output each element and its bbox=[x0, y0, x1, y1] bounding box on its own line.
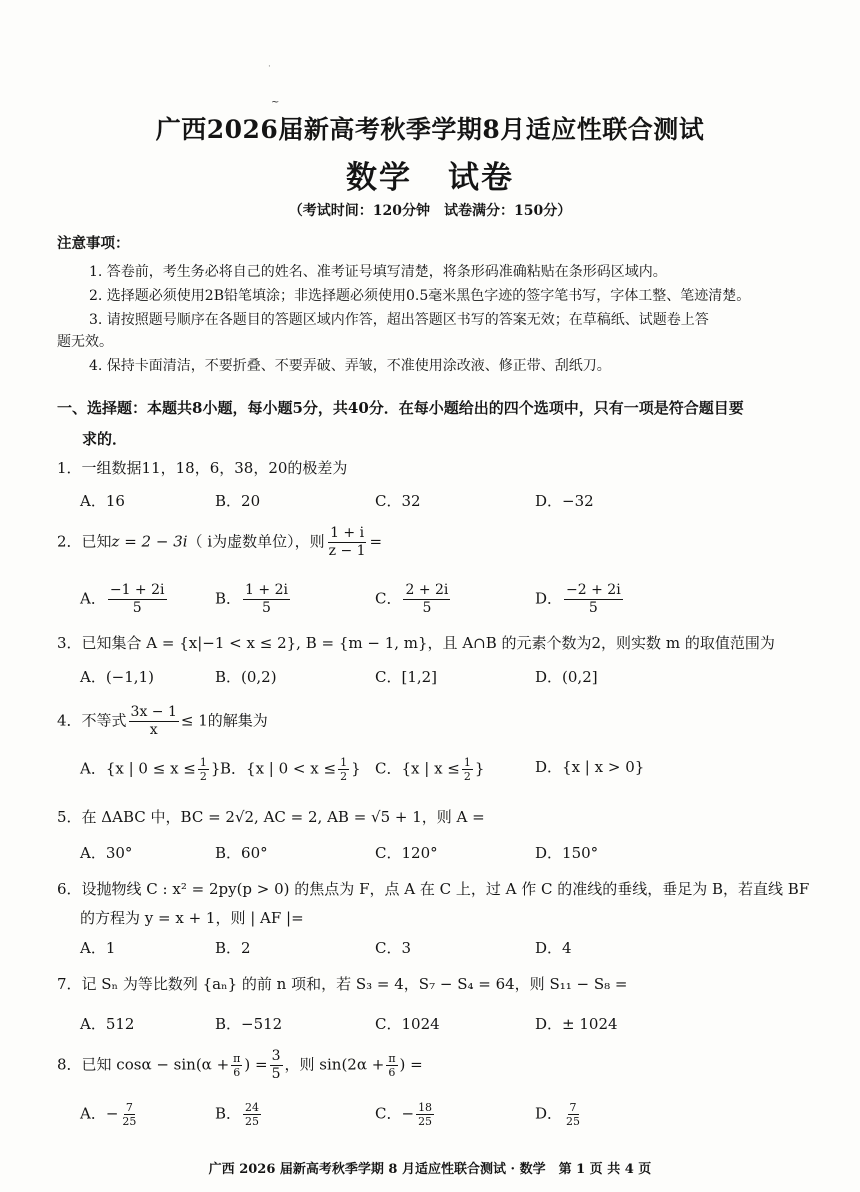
stem-text: 2．已知 bbox=[57, 532, 112, 551]
numerator: 2 + 2i bbox=[405, 582, 449, 598]
stem-text: = bbox=[369, 532, 383, 551]
option-d: D．(0,2] bbox=[535, 668, 598, 686]
fraction bbox=[416, 1101, 434, 1128]
option-label: B． bbox=[215, 589, 242, 608]
denominator: 5 bbox=[422, 600, 432, 616]
notice-item: 题无效。 bbox=[57, 334, 113, 350]
notice-item: 4. 保持卡面清洁，不要折叠、不要弄破、弄皱，不准使用涂改液、修正带、刮纸刀。 bbox=[89, 358, 611, 374]
option-label: C． bbox=[375, 1104, 402, 1123]
option-d: D．150° bbox=[535, 844, 599, 862]
option-c: C．32 bbox=[375, 492, 421, 510]
option-c: C．1024 bbox=[375, 1015, 440, 1033]
option-b bbox=[220, 756, 361, 783]
option-b: B．−512 bbox=[215, 1015, 283, 1033]
option-a: A．16 bbox=[80, 492, 125, 510]
denominator: z − 1 bbox=[328, 543, 366, 559]
numerator: −1 + 2i bbox=[109, 582, 165, 598]
fraction bbox=[462, 756, 473, 783]
numerator: 7 bbox=[125, 1101, 133, 1114]
option-d: D．−32 bbox=[535, 492, 594, 510]
fraction bbox=[403, 582, 450, 617]
option-label: D． bbox=[535, 758, 563, 776]
exam-title: 广西2026届新高考秋季学期8月适应性联合测试 bbox=[155, 115, 705, 144]
tick-mark: ~ bbox=[271, 97, 280, 108]
fraction bbox=[108, 582, 167, 617]
option-a bbox=[80, 1101, 140, 1128]
option-b: B．60° bbox=[215, 844, 268, 862]
stem-text: 4．不等式 bbox=[57, 711, 127, 730]
denominator: 25 bbox=[122, 1115, 137, 1128]
numerator: −2 + 2i bbox=[566, 582, 621, 598]
denominator: 2 bbox=[340, 770, 348, 783]
option-text: {x | x > 0} bbox=[562, 758, 645, 776]
question-6-stem-cont: 的方程为 y = x + 1，则 | AF |= bbox=[80, 909, 304, 927]
option-label: B． bbox=[215, 1104, 242, 1123]
denominator: 5 bbox=[132, 600, 142, 616]
option-text: {x | 0 ≤ x ≤ bbox=[105, 759, 196, 778]
option-c bbox=[375, 756, 484, 783]
denominator: 2 bbox=[199, 770, 207, 783]
option-text: } bbox=[351, 759, 361, 778]
option-b: B．(0,2) bbox=[215, 668, 277, 686]
notice-item: 1. 答卷前，考生务必将自己的姓名、准考证号填写清楚，将条形码准确粘贴在条形码区域内。 bbox=[89, 264, 667, 280]
fraction bbox=[270, 1048, 283, 1083]
notice-list bbox=[57, 262, 787, 376]
question-6-stem: 6．设抛物线 C : x² = 2py(p > 0) 的焦点为 F，点 A 在 C 上，过 A 作 C 的准线的垂线，垂足为 B，若直线 BF bbox=[57, 880, 810, 898]
option-sign: − bbox=[401, 1104, 415, 1123]
numerator: 1 bbox=[463, 756, 471, 769]
fraction bbox=[120, 1101, 138, 1128]
section-line: 求的． bbox=[82, 430, 128, 448]
question-5-stem: 5．在 ΔABC 中，BC = 2√2, AC = 2, AB = √5 + 1，则 A = bbox=[57, 808, 485, 826]
fraction bbox=[386, 1052, 397, 1079]
option-label: D． bbox=[535, 589, 563, 608]
option-d: D．± 1024 bbox=[535, 1015, 618, 1033]
numerator: π bbox=[233, 1052, 241, 1065]
denominator: 25 bbox=[418, 1115, 433, 1128]
option-d: D．4 bbox=[535, 939, 572, 957]
fraction bbox=[243, 1101, 261, 1128]
fraction bbox=[129, 704, 179, 739]
question-4-stem bbox=[57, 704, 268, 739]
option-a bbox=[80, 756, 220, 783]
option-sign: − bbox=[105, 1104, 119, 1123]
option-b: B．20 bbox=[215, 492, 261, 510]
fraction bbox=[338, 756, 349, 783]
question-2-stem bbox=[57, 525, 382, 560]
option-a: A．512 bbox=[80, 1015, 135, 1033]
option-c: C．[1,2] bbox=[375, 668, 438, 686]
option-text: {x | x ≤ bbox=[401, 759, 460, 778]
fraction bbox=[564, 582, 623, 617]
notice-item: 3. 请按照题号顺序在各题目的答题区域内作答，超出答题区书写的答案无效；在草稿纸、试题卷上答 bbox=[89, 312, 709, 328]
question-8-stem bbox=[57, 1048, 423, 1083]
subject-name: 数学 bbox=[346, 160, 412, 196]
denominator: 5 bbox=[588, 600, 598, 616]
denominator: 6 bbox=[388, 1066, 396, 1079]
stem-text: ≤ 1的解集为 bbox=[180, 711, 268, 730]
notice-title: 注意事项： bbox=[57, 235, 130, 252]
numerator: 7 bbox=[569, 1101, 577, 1114]
denominator: 25 bbox=[245, 1115, 260, 1128]
notice-item: 2. 选择题必须使用2B铅笔填涂；非选择题必须使用0.5毫米黑色字迹的签字笔书写，字体工整、笔迹清楚。 bbox=[89, 288, 751, 304]
numerator: 3 bbox=[271, 1048, 281, 1064]
option-d bbox=[535, 582, 625, 617]
option-label: A． bbox=[80, 1104, 106, 1123]
option-c: C．3 bbox=[375, 939, 412, 957]
option-label: C． bbox=[375, 589, 402, 608]
denominator: 25 bbox=[566, 1115, 581, 1128]
option-b bbox=[215, 582, 292, 617]
section-heading bbox=[57, 393, 797, 455]
fraction bbox=[231, 1052, 242, 1079]
option-label: A． bbox=[80, 589, 106, 608]
stem-text: ) = bbox=[244, 1055, 268, 1074]
numerator: π bbox=[388, 1052, 396, 1065]
option-text: } bbox=[210, 759, 221, 778]
denominator: 2 bbox=[463, 770, 471, 783]
option-a bbox=[80, 582, 169, 617]
option-text: } bbox=[474, 759, 485, 778]
subject-title bbox=[0, 152, 860, 197]
option-b: B．2 bbox=[215, 939, 251, 957]
option-a: A．1 bbox=[80, 939, 116, 957]
denominator: 6 bbox=[233, 1066, 241, 1079]
option-label: C． bbox=[375, 759, 402, 778]
exam-info: （考试时间：120分钟 试卷满分：150分） bbox=[288, 203, 572, 219]
option-a: A．30° bbox=[80, 844, 133, 862]
scan-mark: · bbox=[268, 62, 271, 72]
option-c bbox=[375, 1101, 436, 1128]
option-label: B． bbox=[220, 759, 247, 778]
question-3-stem: 3．已知集合 A = {x|−1 < x ≤ 2}, B = {m − 1, m}，且 A∩B 的元素个数为2，则实数 m 的取值范围为 bbox=[57, 634, 775, 652]
fraction bbox=[243, 582, 290, 617]
option-c: C．120° bbox=[375, 844, 438, 862]
denominator: x bbox=[149, 722, 158, 738]
option-label: D． bbox=[535, 1104, 563, 1123]
option-c bbox=[375, 582, 452, 617]
option-d bbox=[535, 1101, 584, 1128]
page-footer: 广西 2026 届新高考秋季学期 8 月适应性联合测试 · 数学 第 1 页 共 4 页 bbox=[208, 1162, 652, 1177]
stem-text: ，则 sin(2α + bbox=[284, 1055, 385, 1074]
numerator: 1 bbox=[199, 756, 207, 769]
stem-math: z = 2 − 3i bbox=[111, 532, 188, 551]
stem-text: 8．已知 cosα − sin(α + bbox=[57, 1055, 230, 1074]
option-text: {x | 0 < x ≤ bbox=[246, 759, 337, 778]
numerator: 24 bbox=[245, 1101, 260, 1114]
numerator: 3x − 1 bbox=[130, 704, 177, 720]
numerator: 1 + i bbox=[330, 525, 365, 541]
fraction bbox=[564, 1101, 582, 1128]
numerator: 1 bbox=[340, 756, 348, 769]
stem-text: ) = bbox=[399, 1055, 423, 1074]
fraction bbox=[327, 525, 368, 560]
question-1-stem: 1．一组数据11，18，6，38，20的极差为 bbox=[57, 459, 348, 477]
option-d bbox=[535, 756, 644, 777]
denominator: 5 bbox=[271, 1066, 281, 1082]
fraction bbox=[198, 756, 209, 783]
section-line: 一、选择题：本题共8小题，每小题5分，共40分．在每小题给出的四个选项中，只有一项是符合题目要 bbox=[57, 399, 744, 417]
option-label: A． bbox=[80, 759, 106, 778]
question-7-stem: 7．记 Sₙ 为等比数列 {aₙ} 的前 n 项和，若 S₃ = 4，S₇ − S₄ = 64，则 S₁₁ − S₈ = bbox=[57, 975, 628, 993]
option-b bbox=[215, 1101, 263, 1128]
option-a: A．(−1,1) bbox=[80, 668, 154, 686]
denominator: 5 bbox=[262, 600, 271, 616]
paper-label: 试卷 bbox=[448, 160, 514, 196]
numerator: 1 + 2i bbox=[245, 582, 288, 598]
numerator: 18 bbox=[418, 1101, 433, 1114]
stem-text: （ i为虚数单位），则 bbox=[187, 532, 325, 551]
